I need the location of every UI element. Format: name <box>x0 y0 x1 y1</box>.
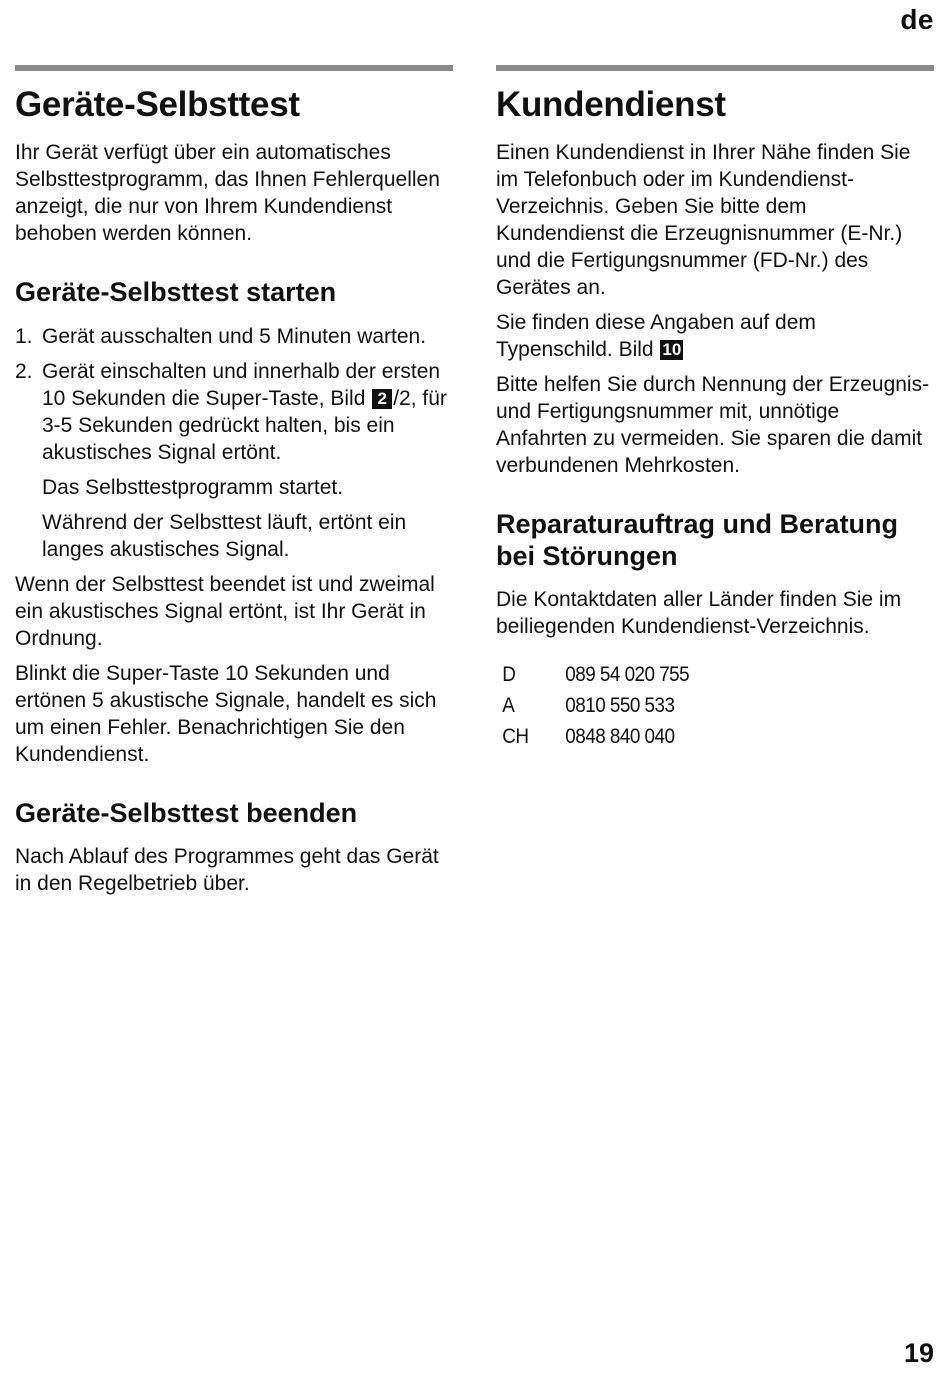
country-code: D <box>502 663 516 687</box>
phone-number: 089 54 020 755 <box>565 663 690 687</box>
customer-service-section <box>496 65 934 755</box>
self-test-section <box>15 65 453 905</box>
country-code: CH <box>502 725 529 749</box>
table-row <box>496 724 689 755</box>
step-number: 2. <box>15 359 33 383</box>
self-test-title: Geräte-Selbsttest <box>15 85 300 124</box>
page-number: 19 <box>903 1338 934 1368</box>
customer-service-paragraph-3: Bitte helfen Sie durch Nennung der Erzeugnis- und Fertigungsnummer mit, unnötige Anfahrten zu vermeiden. Sie sparen die damit verbundenen Mehrkosten. <box>496 373 930 478</box>
table-row <box>496 693 689 724</box>
phone-number: 0848 840 040 <box>565 725 675 749</box>
step-item <box>15 323 453 350</box>
figure-reference-2: 2 <box>372 389 392 409</box>
step-text: Gerät ausschalten und 5 Minuten warten. <box>42 324 427 348</box>
customer-service-title: Kundendienst <box>496 85 726 124</box>
self-test-end-text: Nach Ablauf des Programmes geht das Gerät in den Regelbetrieb über. <box>15 845 439 896</box>
self-test-note-start: Das Selbsttestprogramm startet. <box>42 475 344 499</box>
table-row <box>496 662 689 693</box>
language-code: de <box>900 4 934 35</box>
self-test-intro: Ihr Gerät verfügt über ein automatisches Selbsttestprogramm, das Ihnen Fehlerquellen anzeigt, die nur von Ihrem Kundendienst behoben werden können. <box>15 141 440 246</box>
self-test-end-heading: Geräte-Selbsttest beenden <box>15 797 358 828</box>
step-text-part: /2, für 3-5 Sekunden gedrückt halten, bis ein akustisches Signal ertönt. <box>42 386 447 464</box>
repair-heading: Reparaturauftrag und Beratung bei Störungen <box>496 509 899 571</box>
contact-table <box>496 662 689 755</box>
customer-service-paragraph-2 <box>496 309 934 363</box>
paragraph-text: Sie finden diese Angaben auf dem Typenschild. Bild <box>496 311 816 362</box>
step-number: 1. <box>15 324 33 348</box>
self-test-note-signal: Während der Selbsttest läuft, ertönt ein langes akustisches Signal. <box>42 510 407 561</box>
step-text-part: Gerät einschalten und innerhalb der ersten 10 Sekunden die Super-Taste, Bild <box>42 359 441 410</box>
country-code: A <box>502 694 515 718</box>
self-test-start-heading: Geräte-Selbsttest starten <box>15 277 337 308</box>
customer-service-paragraph-1: Einen Kundendienst in Ihrer Nähe finden Sie im Telefonbuch oder im Kundendienst-Verzeichnis. Geben Sie bitte dem Kundendienst die Erzeugnisnummer (E-Nr.) und die Fertigungsnummer (FD-Nr.) des Gerätes an. <box>496 141 911 300</box>
section-divider <box>15 65 453 71</box>
phone-number: 0810 550 533 <box>565 694 675 718</box>
repair-text: Die Kontaktdaten aller Länder finden Sie im beiliegenden Kundendienst-Verzeichnis. <box>496 588 902 639</box>
section-divider <box>496 65 934 71</box>
figure-reference-10: 10 <box>662 340 682 360</box>
self-test-result-error: Blinkt die Super-Taste 10 Sekunden und ertönen 5 akustische Signale, handelt es sich um einen Fehler. Benachrichtigen Sie den Kundendienst. <box>15 661 437 766</box>
self-test-result-ok: Wenn der Selbsttest beendet ist und zweimal ein akustisches Signal ertönt, ist Ihr Gerät in Ordnung. <box>15 572 435 650</box>
self-test-steps <box>15 323 453 466</box>
step-item <box>15 358 453 466</box>
